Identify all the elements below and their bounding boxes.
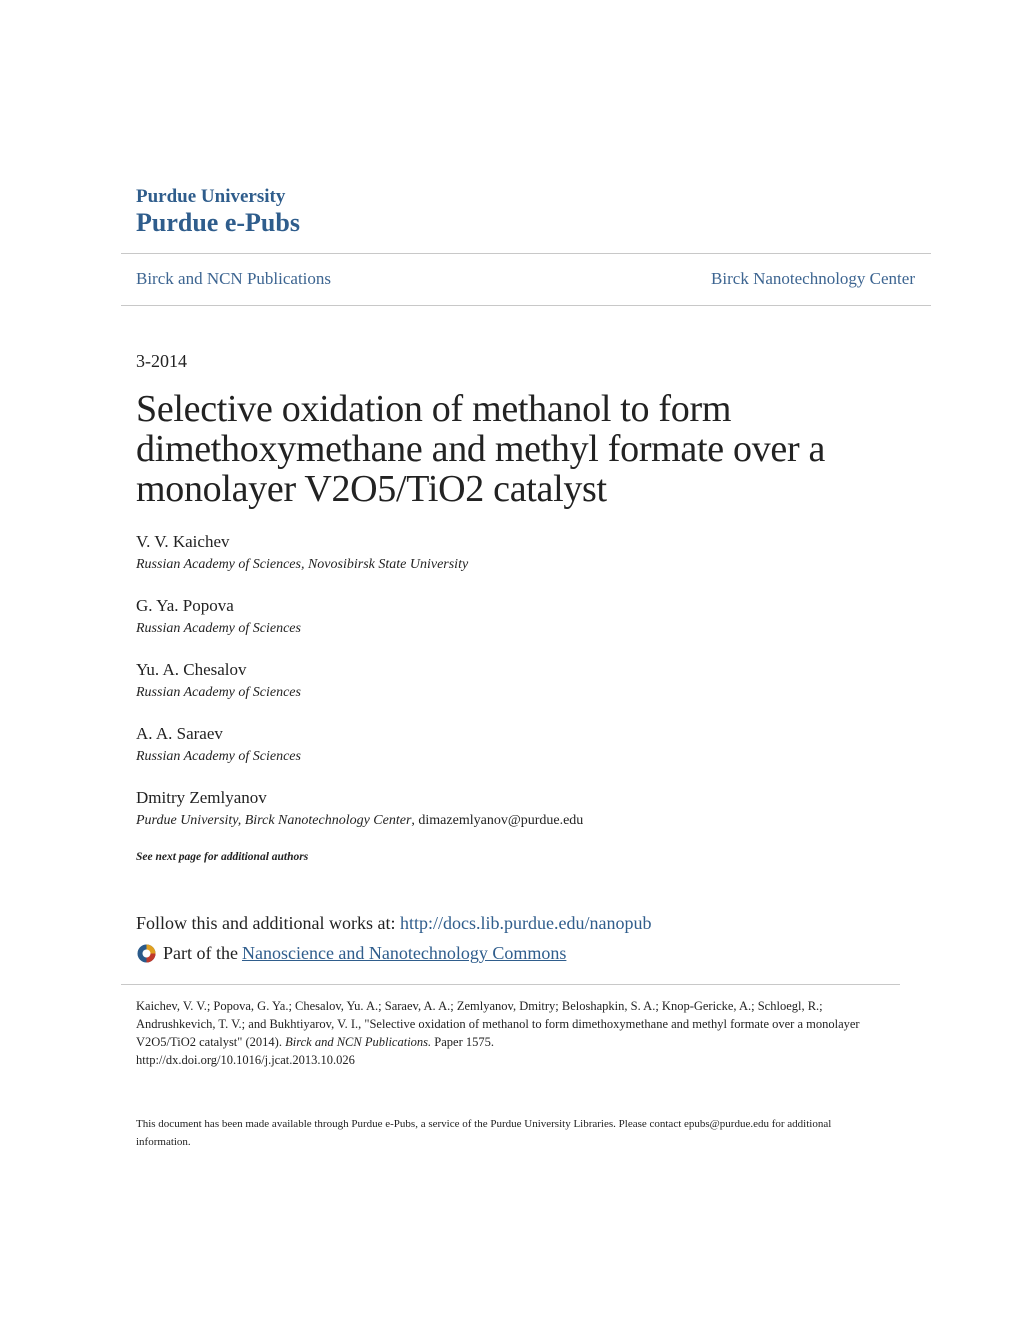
part-of-line	[136, 943, 566, 964]
publication-date: 3-2014	[136, 351, 187, 371]
author-name: A. A. Saraev	[136, 724, 223, 743]
citation-paper: Paper 1575.	[431, 1035, 494, 1049]
author-affiliation: Russian Academy of Sciences, Novosibirsk State University	[136, 557, 469, 572]
article-title	[136, 389, 896, 509]
title-line: Selective oxidation of methanol to form	[136, 388, 732, 430]
title-line: monolayer V2O5/TiO2 catalyst	[136, 468, 607, 510]
repository-name[interactable]: Purdue e-Pubs	[136, 208, 300, 237]
title-line: dimethoxymethane and methyl formate over a	[136, 428, 826, 470]
author-affiliation	[136, 813, 583, 829]
author-affiliation: Russian Academy of Sciences	[136, 621, 301, 636]
author-name: V. V. Kaichev	[136, 532, 230, 551]
citation-doi-link[interactable]: http://dx.doi.org/10.1016/j.jcat.2013.10.026	[136, 1053, 355, 1067]
author-affiliation: Russian Academy of Sciences	[136, 749, 301, 764]
availability-notice: This document has been made available through Purdue e-Pubs, a service of the Purdue University Libraries. Please contact epubs@purdue.edu for additional information.	[136, 1118, 832, 1148]
series-link[interactable]: Birck and NCN Publications	[136, 269, 332, 288]
citation-series: Birck and NCN Publications.	[285, 1035, 432, 1049]
author-name: Yu. A. Chesalov	[136, 660, 247, 679]
citation-text: Kaichev, V. V.; Popova, G. Ya.; Chesalov, Yu. A.; Saraev, A. A.; Zemlyanov, Dmitry; Beloshapkin, S. A.; Knop-Gericke, A.; Schloegl, R.; Andrushkevich, T. V.; and Bukhtiyarov, V. I., "Selective oxidation of methanol to form dimethoxymethane and methyl formate over a monolayer V2O5/TiO2 catalyst" (2014).	[136, 999, 860, 1049]
recommended-citation	[136, 997, 896, 1069]
university-name[interactable]: Purdue University	[136, 186, 286, 207]
citation-divider	[121, 984, 900, 985]
author-name: Dmitry Zemlyanov	[136, 788, 267, 807]
author-name: G. Ya. Popova	[136, 596, 234, 615]
center-link[interactable]: Birck Nanotechnology Center	[711, 269, 915, 288]
follow-prefix: Follow this and additional works at:	[136, 913, 400, 933]
commons-link[interactable]: Nanoscience and Nanotechnology Commons	[241, 943, 567, 963]
commons-network-icon	[136, 943, 157, 964]
see-next-note: See next page for additional authors	[136, 851, 309, 863]
top-divider	[121, 253, 931, 254]
author-email[interactable]: , dimazemlyanov@purdue.edu	[411, 813, 584, 828]
collection-url-link[interactable]: http://docs.lib.purdue.edu/nanopub	[399, 913, 652, 933]
author-affiliation: Russian Academy of Sciences	[136, 685, 301, 700]
nav-divider	[121, 305, 931, 306]
part-of-prefix: Part of the	[163, 943, 238, 963]
affiliation-text: Purdue University, Birck Nanotechnology Center	[136, 813, 412, 828]
follow-line	[136, 913, 651, 934]
